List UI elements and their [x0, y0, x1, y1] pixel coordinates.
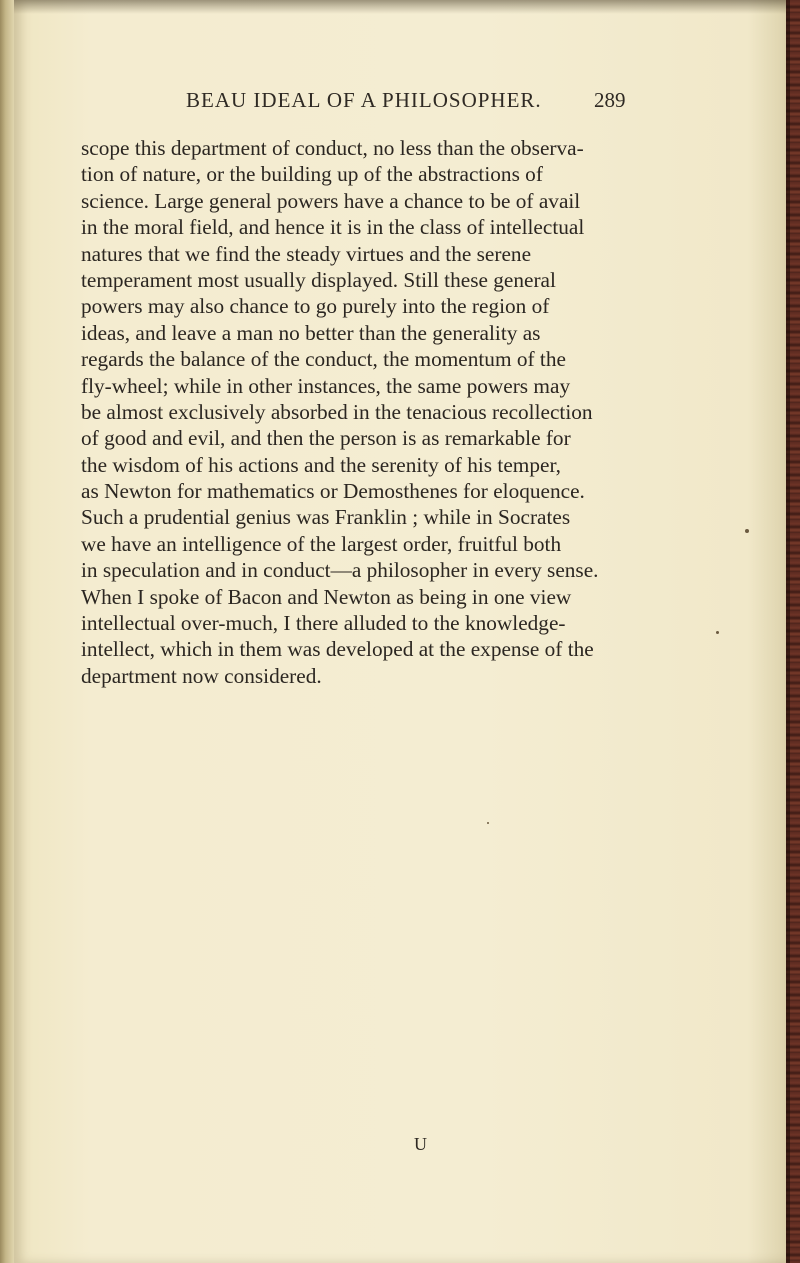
text-line: intellectual over-much, I there alluded to the knowledge-: [81, 611, 566, 636]
text-line: be almost exclusively absorbed in the tenacious recollection: [81, 399, 593, 424]
text-line: scope this department of conduct, no less than the observa-: [81, 136, 584, 160]
text-line: powers may also chance to go purely into the region of: [81, 294, 550, 319]
book-binding-edge: [786, 0, 800, 1263]
paper-speck: [745, 529, 749, 533]
text-line: tion of nature, or the building up of the abstractions of: [81, 162, 543, 187]
body-text: [81, 135, 641, 689]
paper-speck: [487, 822, 489, 824]
page-top-shadow: [14, 0, 786, 14]
text-line: natures that we find the steady virtues and the serene: [81, 241, 532, 266]
text-line: as Newton for mathematics or Demosthenes for eloquence.: [81, 479, 585, 504]
text-line: department now considered.: [81, 663, 322, 688]
text-line: science. Large general powers have a chance to be of avail: [81, 188, 581, 213]
text-line: in speculation and in conduct—a philosopher in every sense.: [81, 558, 599, 583]
running-head: BEAU IDEAL OF A PHILOSOPHER.: [186, 88, 542, 112]
text-line: When I spoke of Bacon and Newton as being in one view: [81, 584, 572, 609]
text-line: the wisdom of his actions and the serenity of his temper,: [81, 452, 562, 477]
text-line: temperament most usually displayed. Still these general: [81, 267, 556, 292]
page-number: 289: [594, 88, 626, 112]
signature-mark: U: [414, 1134, 427, 1154]
text-line: Such a prudential genius was Franklin ; while in Socrates: [81, 505, 571, 530]
paper-speck: [716, 631, 719, 634]
page-left-edge: [0, 0, 14, 1263]
text-line: of good and evil, and then the person is as remarkable for: [81, 426, 571, 451]
text-line: in the moral field, and hence it is in the class of intellectual: [81, 215, 585, 240]
page-header: [186, 88, 626, 118]
text-line: fly-wheel; while in other instances, the same powers may: [81, 373, 571, 398]
text-line: regards the balance of the conduct, the momentum of the: [81, 347, 566, 372]
text-line: intellect, which in them was developed at the expense of the: [81, 637, 594, 662]
text-line: we have an intelligence of the largest order, fruitful both: [81, 531, 562, 556]
text-line: ideas, and leave a man no better than the generality as: [81, 320, 541, 345]
